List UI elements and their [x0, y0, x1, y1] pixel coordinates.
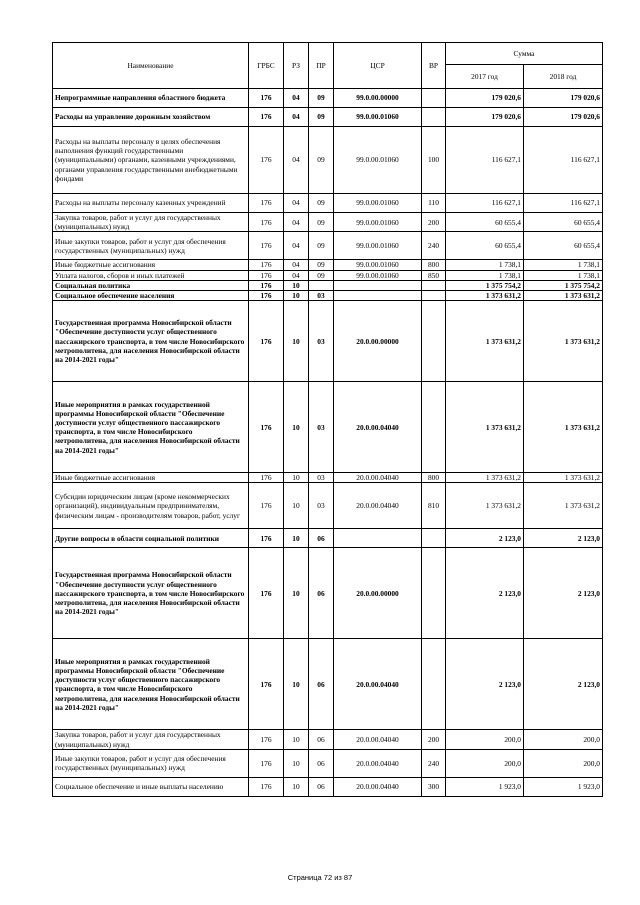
- cell-vr: 200: [422, 213, 446, 232]
- table-row: [53, 291, 603, 301]
- cell-v2017: 1 373 631,2: [446, 382, 524, 473]
- cell-name: Иные мероприятия в рамках государственной программы Новосибирской области "Обеспечение доступности услуг общественного пассажирского транспорта, в том числе Новосибирского метрополитена, для населения Новосибирской области на 2014-2021 годы": [53, 639, 249, 730]
- cell-v2018: 1 373 631,2: [524, 382, 603, 473]
- cell-grbs: 176: [249, 213, 284, 232]
- cell-csr: [334, 529, 422, 548]
- cell-name: Другие вопросы в области социальной политики: [53, 529, 249, 548]
- cell-v2018: 1 373 631,2: [524, 291, 603, 301]
- cell-rz: 10: [284, 291, 309, 301]
- table-body: [53, 89, 603, 797]
- cell-vr: [422, 108, 446, 127]
- cell-vr: 100: [422, 127, 446, 194]
- cell-v2018: 1 738,1: [524, 260, 603, 270]
- cell-vr: [422, 280, 446, 290]
- cell-name: Социальная политика: [53, 280, 249, 290]
- cell-v2017: 200,0: [446, 749, 524, 777]
- table-row: [53, 301, 603, 382]
- cell-v2018: 1 738,1: [524, 270, 603, 280]
- cell-v2018: 1 923,0: [524, 777, 603, 796]
- cell-v2017: 179 020,6: [446, 89, 524, 108]
- table-row: [53, 108, 603, 127]
- cell-vr: 240: [422, 232, 446, 260]
- cell-pr: 03: [309, 483, 334, 529]
- cell-name: Социальное обеспечение и иные выплаты населению: [53, 777, 249, 796]
- header-name: Наименование: [53, 43, 249, 89]
- table-row: [53, 270, 603, 280]
- cell-pr: 09: [309, 194, 334, 213]
- cell-rz: 10: [284, 777, 309, 796]
- cell-name: Иные бюджетные ассигнования: [53, 473, 249, 483]
- cell-vr: 800: [422, 260, 446, 270]
- cell-rz: 10: [284, 473, 309, 483]
- cell-pr: 06: [309, 730, 334, 749]
- cell-grbs: 176: [249, 473, 284, 483]
- cell-pr: 06: [309, 777, 334, 796]
- cell-name: Субсидии юридическим лицам (кроме некоммерческих организаций), индивидуальным предпринимателям, физическим лицам - производителям товаров, работ, услуг: [53, 483, 249, 529]
- cell-name: Государственная программа Новосибирской области "Обеспечение доступности услуг общественного пассажирского транспорта, в том числе Новосибирского метрополитена, для населения Новосибирской области на 2014-2021 годы": [53, 548, 249, 639]
- cell-rz: 10: [284, 749, 309, 777]
- cell-v2017: 60 655,4: [446, 232, 524, 260]
- cell-rz: 10: [284, 382, 309, 473]
- cell-v2017: 60 655,4: [446, 213, 524, 232]
- cell-csr: 99.0.00.01060: [334, 232, 422, 260]
- cell-grbs: 176: [249, 89, 284, 108]
- cell-grbs: 176: [249, 382, 284, 473]
- cell-csr: 99.0.00.01060: [334, 260, 422, 270]
- cell-pr: 09: [309, 213, 334, 232]
- cell-pr: 03: [309, 473, 334, 483]
- cell-v2018: 60 655,4: [524, 213, 603, 232]
- table-row: [53, 749, 603, 777]
- cell-vr: [422, 291, 446, 301]
- cell-rz: 04: [284, 270, 309, 280]
- cell-v2018: 2 123,0: [524, 548, 603, 639]
- table-row: [53, 232, 603, 260]
- cell-rz: 10: [284, 639, 309, 730]
- cell-pr: 06: [309, 529, 334, 548]
- cell-v2018: 179 020,6: [524, 89, 603, 108]
- cell-rz: 10: [284, 483, 309, 529]
- cell-rz: 10: [284, 529, 309, 548]
- cell-csr: 20.0.00.04040: [334, 730, 422, 749]
- page-footer: Страница 72 из 87: [287, 873, 353, 882]
- cell-v2018: 60 655,4: [524, 232, 603, 260]
- cell-grbs: 176: [249, 529, 284, 548]
- cell-pr: 03: [309, 382, 334, 473]
- cell-v2017: 2 123,0: [446, 639, 524, 730]
- cell-v2017: 1 373 631,2: [446, 301, 524, 382]
- cell-pr: 03: [309, 291, 334, 301]
- cell-name: Расходы на выплаты персоналу казенных учреждений: [53, 194, 249, 213]
- cell-pr: 06: [309, 749, 334, 777]
- header-2017: 2017 год: [446, 65, 524, 89]
- cell-vr: [422, 548, 446, 639]
- table-row: [53, 777, 603, 796]
- cell-pr: 09: [309, 127, 334, 194]
- header-csr: ЦСР: [334, 43, 422, 89]
- table-row: [53, 280, 603, 290]
- cell-v2018: 1 373 631,2: [524, 483, 603, 529]
- cell-vr: [422, 529, 446, 548]
- cell-v2017: 1 373 631,2: [446, 483, 524, 529]
- cell-vr: 240: [422, 749, 446, 777]
- cell-name: Уплата налогов, сборов и иных платежей: [53, 270, 249, 280]
- cell-v2017: 116 627,1: [446, 127, 524, 194]
- cell-name: Иные закупки товаров, работ и услуг для обеспечения государственных (муниципальных) нужд: [53, 749, 249, 777]
- cell-grbs: 176: [249, 108, 284, 127]
- cell-rz: 04: [284, 127, 309, 194]
- cell-v2018: 2 123,0: [524, 529, 603, 548]
- cell-grbs: 176: [249, 291, 284, 301]
- cell-rz: 04: [284, 260, 309, 270]
- cell-v2018: 1 375 754,2: [524, 280, 603, 290]
- cell-v2017: 2 123,0: [446, 529, 524, 548]
- cell-grbs: 176: [249, 127, 284, 194]
- table-row: [53, 730, 603, 749]
- header-pr: ПР: [309, 43, 334, 89]
- cell-v2018: 179 020,6: [524, 108, 603, 127]
- cell-vr: [422, 301, 446, 382]
- header-rz: РЗ: [284, 43, 309, 89]
- cell-csr: 20.0.00.04040: [334, 473, 422, 483]
- cell-grbs: 176: [249, 280, 284, 290]
- cell-v2017: 1 738,1: [446, 270, 524, 280]
- header-vr: ВР: [422, 43, 446, 89]
- cell-csr: 20.0.00.00000: [334, 548, 422, 639]
- cell-vr: 300: [422, 777, 446, 796]
- header-sum: Сумма: [446, 43, 603, 65]
- cell-rz: 04: [284, 213, 309, 232]
- cell-csr: 20.0.00.04040: [334, 382, 422, 473]
- cell-csr: 20.0.00.04040: [334, 483, 422, 529]
- cell-vr: 800: [422, 473, 446, 483]
- cell-v2018: 200,0: [524, 730, 603, 749]
- cell-name: Закупка товаров, работ и услуг для государственных (муниципальных) нужд: [53, 213, 249, 232]
- cell-v2018: 2 123,0: [524, 639, 603, 730]
- cell-pr: 06: [309, 548, 334, 639]
- cell-pr: 09: [309, 232, 334, 260]
- cell-csr: 99.0.00.01060: [334, 194, 422, 213]
- cell-rz: 04: [284, 232, 309, 260]
- cell-v2017: 1 738,1: [446, 260, 524, 270]
- cell-pr: [309, 280, 334, 290]
- cell-v2017: 1 375 754,2: [446, 280, 524, 290]
- cell-v2017: 116 627,1: [446, 194, 524, 213]
- cell-vr: 850: [422, 270, 446, 280]
- cell-pr: 09: [309, 260, 334, 270]
- cell-vr: [422, 382, 446, 473]
- table-row: [53, 529, 603, 548]
- cell-pr: 03: [309, 301, 334, 382]
- cell-csr: [334, 291, 422, 301]
- cell-name: Расходы на выплаты персоналу в целях обеспечения выполнения функций государственными (муниципальными) органами, казенными учреждениями, органами управления государственными внебюджетными фондами: [53, 127, 249, 194]
- cell-grbs: 176: [249, 232, 284, 260]
- cell-grbs: 176: [249, 270, 284, 280]
- cell-csr: 99.0.00.01060: [334, 213, 422, 232]
- cell-v2018: 200,0: [524, 749, 603, 777]
- cell-grbs: 176: [249, 730, 284, 749]
- cell-v2017: 200,0: [446, 730, 524, 749]
- cell-csr: 99.0.00.01060: [334, 108, 422, 127]
- cell-rz: 04: [284, 108, 309, 127]
- cell-v2017: 1 373 631,2: [446, 473, 524, 483]
- cell-v2017: 1 373 631,2: [446, 291, 524, 301]
- cell-rz: 10: [284, 730, 309, 749]
- cell-pr: 09: [309, 270, 334, 280]
- table-row: [53, 194, 603, 213]
- cell-vr: [422, 639, 446, 730]
- cell-csr: [334, 280, 422, 290]
- cell-pr: 09: [309, 89, 334, 108]
- cell-name: Иные бюджетные ассигнования: [53, 260, 249, 270]
- table-row: [53, 473, 603, 483]
- cell-rz: 04: [284, 194, 309, 213]
- cell-grbs: 176: [249, 260, 284, 270]
- cell-csr: 20.0.00.04040: [334, 639, 422, 730]
- cell-csr: 20.0.00.04040: [334, 777, 422, 796]
- cell-rz: 04: [284, 89, 309, 108]
- cell-name: Иные мероприятия в рамках государственной программы Новосибирской области "Обеспечение доступности услуг общественного пассажирского транспорта, в том числе Новосибирского метрополитена, для населения Новосибирской области на 2014-2021 годы": [53, 382, 249, 473]
- cell-grbs: 176: [249, 749, 284, 777]
- document-page: [52, 42, 602, 797]
- cell-name: Расходы на управление дорожным хозяйством: [53, 108, 249, 127]
- cell-csr: 99.0.00.00000: [334, 89, 422, 108]
- budget-table: [52, 42, 603, 797]
- cell-name: Социальное обеспечение населения: [53, 291, 249, 301]
- cell-name: Государственная программа Новосибирской области "Обеспечение доступности услуг общественного пассажирского транспорта, в том числе Новосибирского метрополитена, для населения Новосибирской области на 2014-2021 годы": [53, 301, 249, 382]
- table-row: [53, 639, 603, 730]
- cell-grbs: 176: [249, 301, 284, 382]
- cell-grbs: 176: [249, 483, 284, 529]
- cell-csr: 99.0.00.01060: [334, 270, 422, 280]
- table-row: [53, 483, 603, 529]
- cell-csr: 99.0.00.01060: [334, 127, 422, 194]
- cell-name: Непрограммные направления областного бюджета: [53, 89, 249, 108]
- cell-grbs: 176: [249, 548, 284, 639]
- cell-name: Закупка товаров, работ и услуг для государственных (муниципальных) нужд: [53, 730, 249, 749]
- table-row: [53, 260, 603, 270]
- table-row: [53, 89, 603, 108]
- cell-v2017: 1 923,0: [446, 777, 524, 796]
- cell-pr: 06: [309, 639, 334, 730]
- header-2018: 2018 год: [524, 65, 603, 89]
- cell-csr: 20.0.00.00000: [334, 301, 422, 382]
- table-header: [53, 43, 603, 89]
- cell-v2018: 116 627,1: [524, 194, 603, 213]
- cell-v2018: 116 627,1: [524, 127, 603, 194]
- cell-v2018: 1 373 631,2: [524, 301, 603, 382]
- cell-rz: 10: [284, 301, 309, 382]
- cell-vr: 200: [422, 730, 446, 749]
- cell-v2017: 2 123,0: [446, 548, 524, 639]
- cell-v2018: 1 373 631,2: [524, 473, 603, 483]
- cell-rz: 10: [284, 548, 309, 639]
- table-row: [53, 127, 603, 194]
- header-grbs: ГРБС: [249, 43, 284, 89]
- cell-v2017: 179 020,6: [446, 108, 524, 127]
- cell-csr: 20.0.00.04040: [334, 749, 422, 777]
- cell-vr: [422, 89, 446, 108]
- cell-vr: 110: [422, 194, 446, 213]
- table-row: [53, 548, 603, 639]
- table-row: [53, 213, 603, 232]
- cell-grbs: 176: [249, 639, 284, 730]
- cell-grbs: 176: [249, 777, 284, 796]
- cell-vr: 810: [422, 483, 446, 529]
- cell-name: Иные закупки товаров, работ и услуг для обеспечения государственных (муниципальных) нужд: [53, 232, 249, 260]
- cell-rz: 10: [284, 280, 309, 290]
- table-row: [53, 382, 603, 473]
- cell-grbs: 176: [249, 194, 284, 213]
- cell-pr: 09: [309, 108, 334, 127]
